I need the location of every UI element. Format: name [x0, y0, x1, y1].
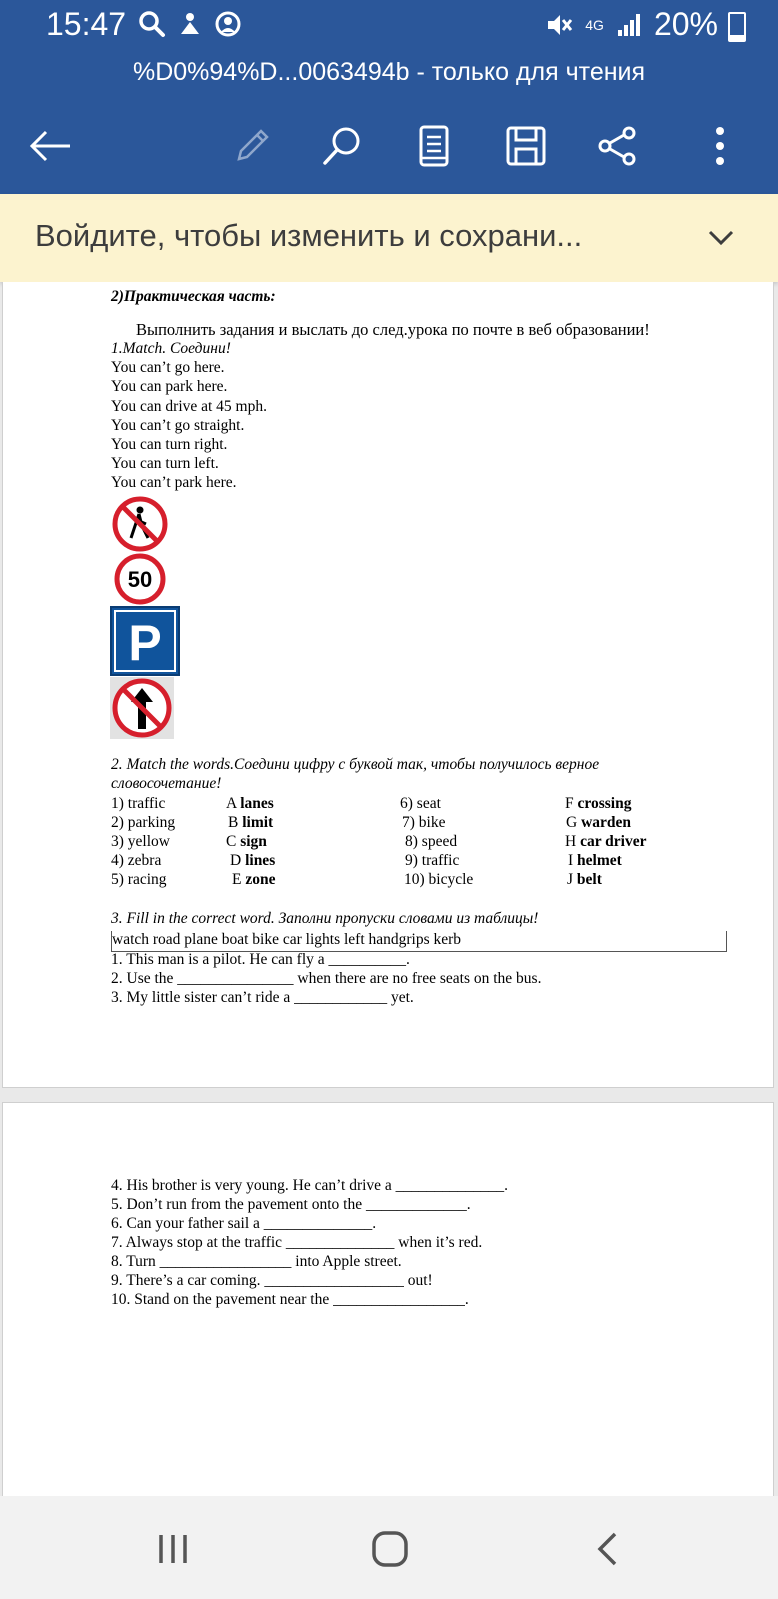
- task2-letter: J: [567, 871, 574, 888]
- nav-back-button[interactable]: [582, 1524, 632, 1574]
- speed-limit-value: 50: [127, 567, 153, 592]
- task3-sentence: 7. Always stop at the traffic ______________ when it’s red.: [111, 1234, 483, 1251]
- task2-letter: H: [565, 833, 577, 850]
- task2-word: sign: [240, 833, 267, 850]
- parking-sign-letter: P: [128, 615, 162, 671]
- home-button[interactable]: [365, 1524, 415, 1574]
- task2-letter: A: [226, 795, 237, 812]
- task3-sentence: 2. Use the _______________ when there are no free seats on the bus.: [111, 970, 542, 987]
- task2-number: 5) racing: [111, 871, 167, 888]
- banner-message: Войдите, чтобы изменить и сохрани...: [35, 218, 583, 253]
- battery-percent: 20%: [653, 6, 718, 42]
- task2-number: 3) yellow: [111, 833, 170, 850]
- task3-sentence: 3. My little sister can’t ride a ____________ yet.: [111, 989, 414, 1006]
- task2-number: 8) speed: [405, 833, 458, 850]
- instruction-text: Выполнить задания и выслать до след.урока по почте в веб образовании!: [136, 320, 650, 339]
- task1-title: 1.Match. Соедини!: [111, 340, 231, 357]
- task2-word: lanes: [240, 795, 274, 812]
- task3-sentence: 5. Don’t run from the pavement onto the _____________.: [111, 1196, 471, 1213]
- practical-heading: 2)Практическая часть:: [111, 288, 276, 305]
- recents-icon: [156, 1532, 190, 1566]
- task2-letter: G: [566, 814, 578, 831]
- task2-number: 9) traffic: [405, 852, 460, 869]
- task2-letter: D: [230, 852, 242, 869]
- task1-item: You can’t go straight.: [111, 417, 245, 434]
- task2-number: 10) bicycle: [404, 871, 474, 888]
- task3-sentence: 9. There’s a car coming. __________________ out!: [111, 1272, 433, 1289]
- task2-title-line2: словосочетание!: [111, 775, 222, 792]
- task2-number: 2) parking: [111, 814, 176, 831]
- status-time: 15:47: [46, 6, 127, 42]
- task3-sentence: 10. Stand on the pavement near the _________________.: [111, 1291, 469, 1308]
- task2-title-line1: 2. Match the words.Соедини цифру с буквой так, чтобы получилось верное: [111, 756, 600, 773]
- task2-number: 4) zebra: [111, 852, 162, 869]
- task2-word: limit: [242, 814, 274, 831]
- task1-item: You can turn left.: [111, 455, 219, 472]
- task3-sentence: 4. His brother is very young. He can’t drive a ______________.: [111, 1177, 509, 1194]
- task2-letter: B: [228, 814, 239, 831]
- home-icon: [371, 1530, 409, 1568]
- task2-number: 7) bike: [402, 814, 446, 831]
- task3-sentence: 1. This man is a pilot. He can fly a __________.: [111, 951, 410, 968]
- task2-word: belt: [576, 871, 602, 888]
- task2-letter: I: [568, 852, 574, 869]
- task2-word: lines: [245, 852, 276, 869]
- task2-number: 6) seat: [400, 795, 441, 812]
- task3-title: 3. Fill in the correct word. Заполни пропуски словами из таблицы!: [111, 910, 539, 927]
- back-chevron-icon: [595, 1531, 619, 1567]
- task1-item: You can turn right.: [111, 436, 228, 453]
- task2-word: crossing: [577, 795, 632, 812]
- recents-button[interactable]: [148, 1524, 198, 1574]
- task2-word: car driver: [580, 833, 647, 850]
- task1-item: You can’t park here.: [111, 474, 237, 491]
- task2-word: helmet: [577, 852, 622, 869]
- task2-word: warden: [581, 814, 632, 831]
- task2-letter: E: [232, 871, 242, 888]
- task2-word: zone: [245, 871, 276, 888]
- task2-letter: C: [226, 833, 237, 850]
- task1-item: You can’t go here.: [111, 359, 225, 376]
- task2-number: 1) traffic: [111, 795, 166, 812]
- task1-item: You can park here.: [111, 378, 228, 395]
- task2-letter: F: [565, 795, 574, 812]
- document-title: %D0%94%D...0063494b - только для чтения: [132, 58, 646, 86]
- task3-word-bank: watch road plane boat bike car lights left handgrips kerb: [112, 931, 462, 948]
- system-nav-bar: [0, 1496, 778, 1599]
- task3-sentence: 8. Turn _________________ into Apple street.: [111, 1253, 402, 1270]
- task1-item: You can drive at 45 mph.: [111, 398, 267, 415]
- task3-sentence: 6. Can your father sail a ______________.: [111, 1215, 377, 1232]
- network-type: 4G: [585, 16, 604, 33]
